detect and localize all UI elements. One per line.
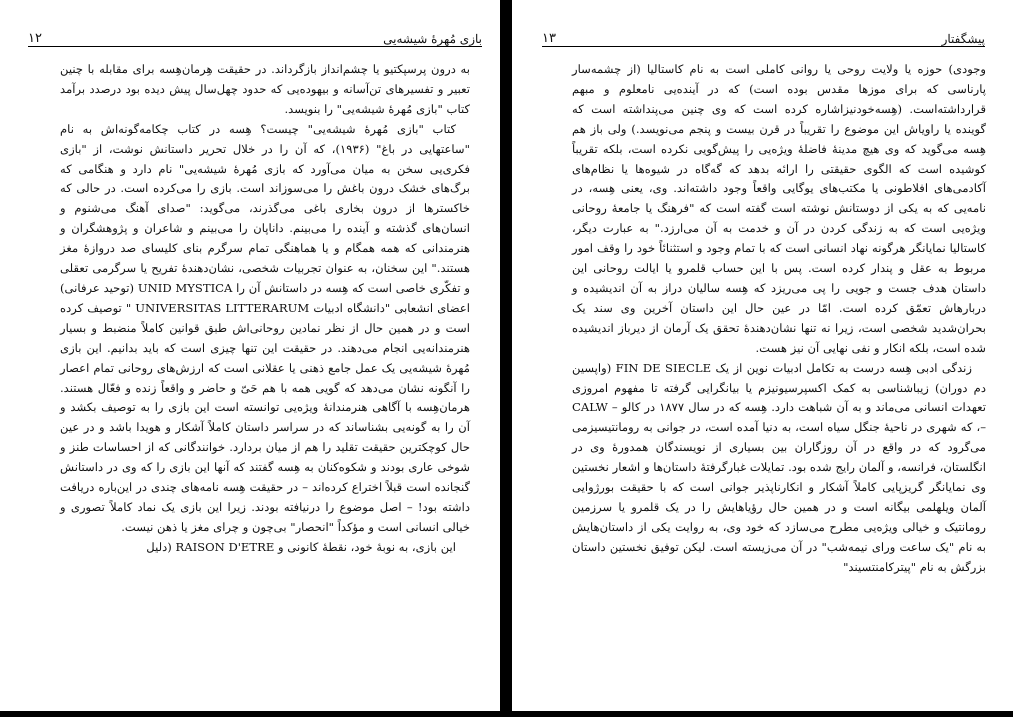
- left-running-head: بازی مُهرهٔ شیشه‌یی: [383, 32, 482, 46]
- right-page: [512, 0, 1013, 717]
- book-gutter: [500, 0, 512, 717]
- left-paragraph-1: به درون پرسپکتیو یا چشم‌انداز بازگرداند. در حقیقت هِرمان‌هِسه برای مقابله با چنین تعبیر و تفسیرهای تن‌آسانه و بیهوده‌یی که حدود چهل‌سال پیش دیده بود درصدد برآمد کتاب "بازی مُهرهٔ شیشه‌یی" را بنویسد.: [60, 62, 470, 116]
- left-header-rule: [28, 46, 482, 47]
- left-paragraph-3: این بازی، به نوبهٔ خود، نقطهٔ کانونی و RAISON D'ETRE (دلیل: [146, 539, 456, 554]
- right-page-number: ١٣: [542, 31, 556, 46]
- right-running-head: پیشگفتار: [941, 32, 985, 46]
- left-page-body: [60, 60, 470, 558]
- left-paragraph-2: کتاب "بازی مُهرهٔ شیشه‌یی" چیست؟ هِسه در کتاب چکامه‌گونه‌اش به نام "ساعتهایی در باغ" (۱۹۳۶)، که آن را در خلال تحریر داستانش نوشت، از "بازی فکری‌یی سخن به میان می‌آورد که بازی مُهرهٔ شیشه‌یی" نام دارد و هنگامی که برگ‌های خشک درون باغش را می‌سوزاند است. بازی را می‌کرده است. در حالی که خاکسترها از درون بخاری باغی می‌گذرند، می‌گوید: "صدای آهنگ می‌شنوم و انسان‌های گذشته و آینده را می‌بینم. داناپان را می‌بینم و شاعران و پژوهشگران و هنرمندانی که همه همگام و یا هماهنگی تمام سرگرم بنای کلیسای صد دروازهٔ مغز هستند." این سخنان، به عنوان تجربیات شخصی، نشان‌دهندهٔ تفریح یا سرگرمی تعقلی و تفکّری خاصی است که هِسه در داستانش آن را UNID MYSTICA (توحید عرفانی) اعضای انشعابی "دانشگاه ادبیات UNIVERSITAS LITTERARUM " توصیف کرده است و در همین حال از نظر نمادین روحانی‌اش طبق قوانین کاملاً منضبط و بسیار هنرمندانه‌یی انجام می‌دهند. در حقیقت این تنها چیزی است که باید بدانیم. این بازی مُهرهٔ شیشه‌یی یک عمل جامع ذهنی یا عقلانی است که ارزش‌های روحانی تمام اعصار را آنگونه نشان می‌دهد که گویی همه با هم حَیّ و حاضر و واقعاً زنده و فعّال هستند. هرمان‌هِسه با آگاهی هنرمندانهٔ ویژه‌یی توانسته است این بازی را به توصیف بکشد و آن را به گونه‌یی بشناساند که در سراسر داستان کاملاً آشکار و هویدا باشد و در عین حال کوچکترین حقیقت تقلید را هم از میان بردارد. خوانندگانی که از احساسات طنز و شوخی عاری بودند و شکوه‌کنان به هِسه گفتند که آنها این بازی را که وی در داستانش گنجانده است قبلاً اختراع کرده‌اند – در حقیقت هِسه نامه‌های چندی در این‌باره دریافت داشته بود! – اصل موضوع را درنیافته بودند. زیرا این بازی یک نماد کاملاً تصوری و خیالی انسانی است و مؤکداً "انحصار" بی‌چون و چرای مغز یا ذهن نیست.: [60, 121, 471, 534]
- left-page: [0, 0, 500, 717]
- left-page-header: [28, 28, 482, 46]
- right-paragraph-1: وجودی) حوزه یا ولایت روحی یا روانی کاملی است به نام کاستالیا (از چشمه‌سار پارناسی که برای موزها مقدس بوده است) که در آینده‌یی نامعلوم و مبهم قرارداشته‌است. (هِسه‌خودنیزاشاره کرده است که وی چنین می‌پنداشته است که گوینده یا راویاش این موضوع را تقریباً در قرن بیست و پنجم می‌نویسد.) ولی باز هم هِسه می‌گوید که وی هیچ مدینهٔ فاضلهٔ ویژه‌یی را پیش‌گویی نکرده است، بلکه تقریباً کوشیده است که الگوی حقیقتی را ارائه بدهد که گه‌گاه در شیوه‌ها یا نظام‌های آکادمی‌های افلاطونی یا مکتب‌های یوگایی واقعاً وجود داشته‌اند. وی، یعنی هِسه، در نامه‌یی که به یکی از دوستانش نوشته است گفته است که "فرهنگ یا جامعهٔ روحانی ویژه‌یی است که به زندگی کردن در آن و خدمت به آن می‌ارزد." به عبارت دیگر، کاستالیا نمایانگر هرگونه نهاد انسانی است که با تمام وجود و استثنائاً خود را وقف امور مربوط به عقل و پندار کرده است. پس با این حساب قلمرو یا ایالت روحانی این داستان هدف جست و جویی را پی می‌ریزد که هِسه سالیان دراز به آن اندیشیده و دربارهاش تعمّق کرده است. امّا در عین حال این داستان آخرین وی سند یک بحران‌شدید شخصی است، زیرا نه تنها نشان‌دهندهٔ تحقق یک آرمان از دیرباز اندیشیده شده است، بلکه انکار و نفی نهایی آن نیز هست.: [572, 62, 986, 355]
- scan-bottom-edge: [0, 711, 1013, 717]
- right-page-header: [542, 28, 985, 46]
- right-paragraph-2: زندگی ادبی هِسه درست به تکامل ادبیات نوین از یک FIN DE SIECLE (واپسین دم دوران) زیباشناسی به کمک اکسپرسیونیزم یا بیانگرایی گرفته تا مفهوم امروزی تعهدات انسانی می‌ماند و به آن شباهت دارد. هِسه که در سال ۱۸۷۷ در کالو – CALW –، که شهری در ناحیهٔ جنگل سیاه است، به دنیا آمده است، در جوانی به رومانتیسیزمی می‌گرود که در واقع در آن روزگاران بین بسیاری از نویسندگان همدورهٔ وی در انگلستان، فرانسه، و آلمان رایج شده بود. تمایلات غبارگرفتهٔ داستان‌ها و اشعار نخستین وی نمایانگر گریزپایی کاملاً آشکار و انکارناپذیر جوانی است که با حقیقت بورژوایی آلمان ویلهلمی بیگانه است و در همین حال رؤیاهایش را در یک قلمرو یا سرزمین رومانتیک و خیالی ویژه‌یی مطرح می‌سازد که خود وی، به روایت یکی از داستان‌هایش به نام "یک ساعت ورای نیمه‌شب" در آن می‌زیسته است. لیکن توفیق نخستین داستان بزرگش به نام "پیترکامنتسیند": [572, 360, 986, 574]
- left-page-number: ١٢: [28, 31, 42, 46]
- right-page-body: [572, 60, 986, 578]
- right-header-rule: [542, 46, 985, 47]
